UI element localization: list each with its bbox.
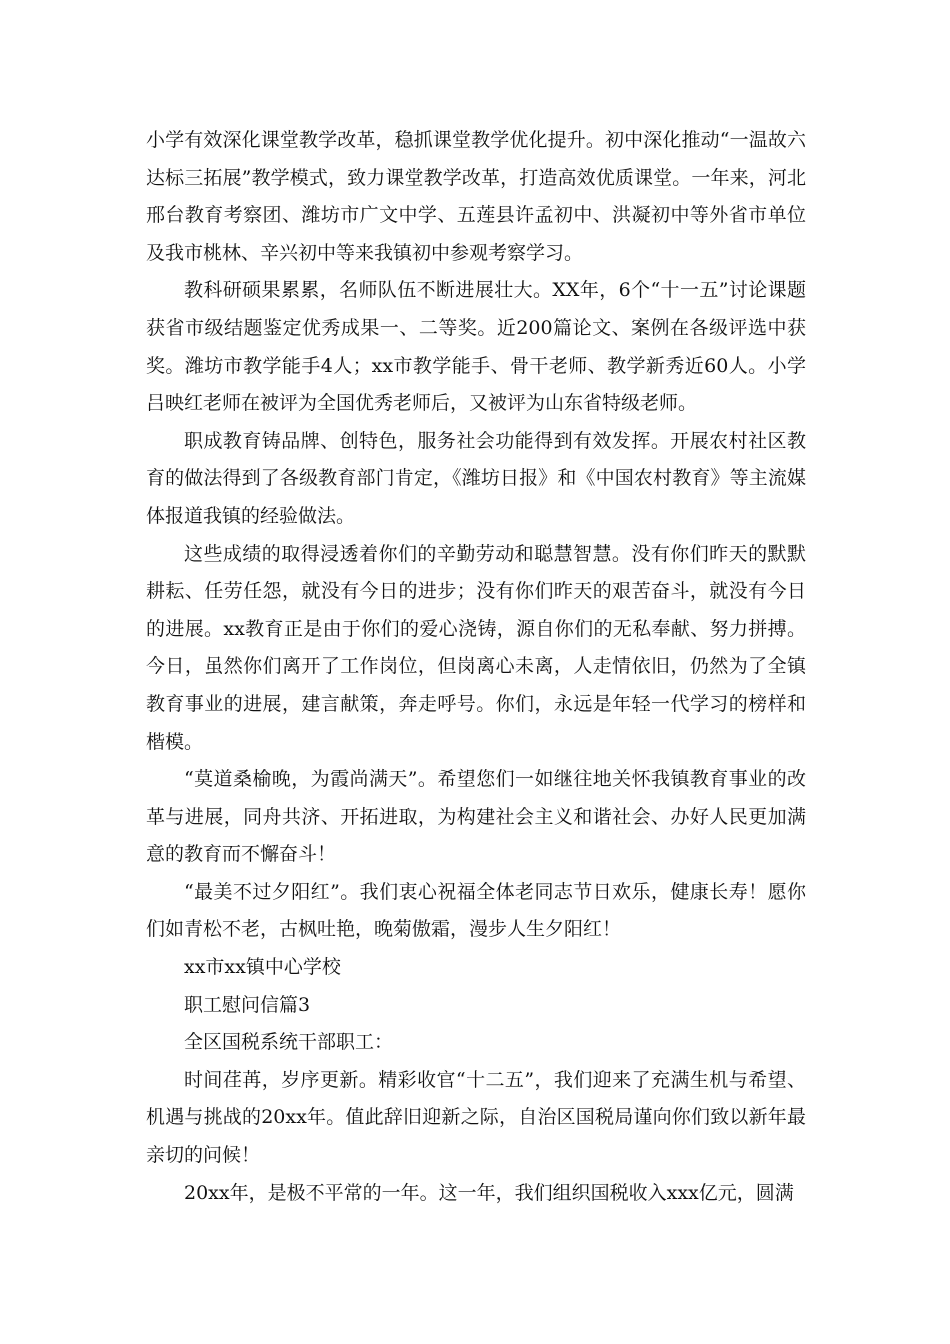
paragraph: 教科研硕果累累，名师队伍不断进展壮大。XX年，6个“十一五”讨论课题获省市级结题鉴定优秀成果一、二等奖。近200篇论文、案例在各级评选中获奖。潍坊市教学能手4人；xx市教学能手、骨干老师、教学新秀近60人。小学吕映红老师在被评为全国优秀老师后，又被评为山东省特级老师。 <box>146 279 806 415</box>
paragraph: 时间荏苒，岁序更新。精彩收官“十二五”，我们迎来了充满生机与希望、机遇与挑战的20xx年。值此辞旧迎新之际，自治区国税局谨向你们致以新年最亲切的问候！ <box>146 1068 806 1167</box>
paragraph: 小学有效深化课堂教学改革，稳抓课堂教学优化提升。初中深化推动“一温故六达标三拓展”教学模式，致力课堂教学改革，打造高效优质课堂。一年来，河北邢台教育考察团、潍坊市广文中学、五莲县许孟初中、洪凝初中等外省市单位及我市桃林、辛兴初中等来我镇初中参观考察学习。 <box>146 129 806 264</box>
document-body <box>146 122 806 1212</box>
paragraph: 这些成绩的取得浸透着你们的辛勤劳动和聪慧智慧。没有你们昨天的默默耕耘、任劳任怨，就没有今日的进步；没有你们昨天的艰苦奋斗，就没有今日的进展。xx教育正是由于你们的爱心浇铸，源自你们的无私奉献、努力拼搏。今日，虽然你们离开了工作岗位，但岗离心未离，人走情依旧，仍然为了全镇教育事业的进展，建言献策，奔走呼号。你们，永远是年轻一代学习的榜样和楷模。 <box>146 542 806 753</box>
signature-line: xx市xx镇中心学校 <box>184 956 341 979</box>
paragraph: “莫道桑榆晚，为霞尚满天”。希望您们一如继往地关怀我镇教育事业的改革与进展，同舟共济、开拓进取，为构建社会主义和谐社会、办好人民更加满意的教育而不懈奋斗！ <box>146 768 806 866</box>
salutation: 全区国税系统干部职工： <box>184 1031 394 1054</box>
paragraph: 20xx年，是极不平常的一年。这一年，我们组织国税收入xxx亿元，圆满 <box>184 1181 794 1204</box>
paragraph: 职成教育铸品牌、创特色，服务社会功能得到有效发挥。开展农村社区教育的做法得到了各级教育部门肯定，《潍坊日报》和《中国农村教育》等主流媒体报道我镇的经验做法。 <box>146 429 806 527</box>
section-heading: 职工慰问信篇3 <box>184 993 311 1016</box>
paragraph: “最美不过夕阳红”。我们衷心祝福全体老同志节日欢乐，健康长寿！愿你们如青松不老，古枫吐艳，晚菊傲霜，漫步人生夕阳红！ <box>146 880 806 941</box>
